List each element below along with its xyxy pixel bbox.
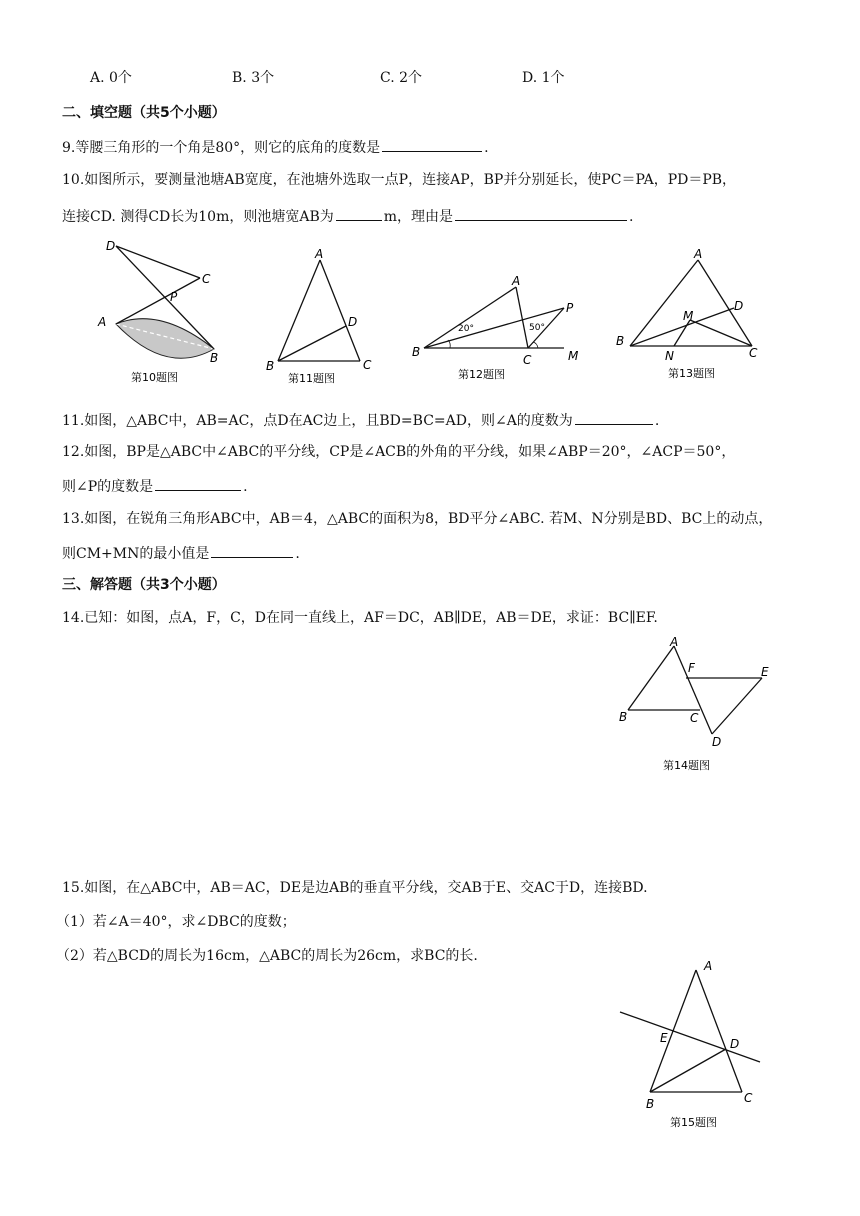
- fig13-label-n: N: [665, 349, 674, 363]
- option-a: A. 0个: [90, 70, 132, 86]
- figure-13: [610, 248, 770, 383]
- question-10-line2: [62, 204, 634, 227]
- q13-answer-blank[interactable]: [211, 541, 293, 558]
- q13-text: 则CM+MN的最小值是: [62, 546, 210, 562]
- fig15-label-c: C: [744, 1091, 753, 1105]
- fig12-label-b: B: [412, 345, 421, 359]
- option-d: D. 1个: [522, 70, 565, 86]
- fig11-label-a: A: [315, 247, 324, 261]
- question-15-part-1: （1）若∠A＝40°，求∠DBC的度数；: [56, 914, 296, 930]
- q12-answer-blank[interactable]: [155, 474, 241, 491]
- question-10-line1: 10.如图所示，要测量池塘AB宽度，在池塘外选取一点P，连接AP，BP并分别延长，使PC＝PA，PD＝PB，: [62, 172, 737, 188]
- fig10-label-c: C: [202, 272, 211, 286]
- q11-end: .: [654, 413, 660, 429]
- q10-text-a: 连接CD. 测得CD长为10m，则池塘宽AB为: [62, 209, 334, 225]
- q11-text: 11.如图，△ABC中，AB=AC，点D在AC边上，且BD=BC=AD，则∠A的度数为: [62, 413, 573, 429]
- question-12-line1: 12.如图，BP是△ABC中∠ABC的平分线，CP是∠ACB的外角的平分线，如果∠ABP＝20°，∠ACP＝50°，: [62, 444, 736, 460]
- q13-end: .: [295, 546, 300, 562]
- question-12-line2: [62, 474, 248, 497]
- fig14-label-c: C: [690, 711, 699, 725]
- figure-15: [610, 956, 770, 1136]
- fig14-caption: 第14题图: [663, 759, 710, 772]
- fig13-label-a: A: [694, 247, 703, 261]
- fig10-label-a: A: [98, 315, 107, 329]
- fig10-label-d: D: [106, 239, 116, 253]
- section-heading-fill-in: 二、填空题（共5个小题）: [62, 105, 226, 121]
- fig10-label-b: B: [210, 351, 219, 365]
- question-14: 14.已知：如图，点A，F，C，D在同一直线上，AF＝DC，AB∥DE，AB＝DE，求证：BC∥EF.: [62, 610, 658, 626]
- figure-14: [608, 632, 783, 777]
- fig13-label-m: M: [683, 309, 694, 323]
- fig14-label-f: F: [688, 661, 695, 675]
- q11-answer-blank[interactable]: [575, 408, 653, 425]
- q12-end: .: [243, 479, 248, 495]
- fig14-label-e: E: [761, 665, 769, 679]
- q10-answer-blank-width[interactable]: [336, 204, 382, 221]
- fig14-label-d: D: [712, 735, 722, 749]
- fig11-caption: 第11题图: [288, 372, 335, 385]
- fig15-caption: 第15题图: [670, 1116, 717, 1129]
- q9-end: .: [484, 140, 489, 156]
- fig12-angle-20: 20°: [458, 324, 474, 334]
- fig12-label-m: M: [568, 349, 579, 363]
- fig15-label-d: D: [730, 1037, 740, 1051]
- fig13-caption: 第13题图: [668, 367, 715, 380]
- q10-end: .: [629, 209, 634, 225]
- question-13-line2: [62, 541, 300, 564]
- question-9: [62, 135, 489, 158]
- question-15: 15.如图，在△ABC中，AB＝AC，DE是边AB的垂直平分线，交AB于E、交AC于D，连接BD.: [62, 880, 648, 896]
- fig13-label-b: B: [616, 334, 625, 348]
- q9-answer-blank[interactable]: [382, 135, 482, 152]
- fig12-label-a: A: [512, 274, 521, 288]
- fig12-angle-50: 50°: [529, 323, 545, 333]
- fig13-label-c: C: [749, 346, 758, 360]
- section-heading-answers: 三、解答题（共3个小题）: [62, 577, 226, 593]
- fig15-label-e: E: [660, 1031, 668, 1045]
- fig15-label-a: A: [704, 959, 713, 973]
- fig11-label-c: C: [363, 358, 372, 372]
- fig14-label-b: B: [619, 710, 628, 724]
- q9-text: 9.等腰三角形的一个角是80°，则它的底角的度数是: [62, 140, 381, 156]
- fig14-label-a: A: [670, 635, 679, 649]
- figure-10: [90, 236, 240, 386]
- fig13-label-d: D: [734, 299, 744, 313]
- fig11-label-d: D: [348, 315, 358, 329]
- figure-12: [406, 270, 596, 385]
- fig11-label-b: B: [266, 359, 275, 373]
- fig12-caption: 第12题图: [458, 368, 505, 381]
- fig12-label-p: P: [566, 301, 574, 315]
- fig10-caption: 第10题图: [131, 371, 178, 384]
- option-c: C. 2个: [380, 70, 423, 86]
- option-b: B. 3个: [232, 70, 275, 86]
- q10-answer-blank-reason[interactable]: [455, 204, 627, 221]
- fig12-label-c: C: [523, 353, 532, 367]
- figure-11: [262, 248, 382, 388]
- question-15-part-2: （2）若△BCD的周长为16cm，△ABC的周长为26cm，求BC的长.: [56, 948, 478, 964]
- fig15-label-b: B: [646, 1097, 655, 1111]
- q10-text-b: m，理由是: [383, 209, 454, 225]
- fig10-label-p: P: [170, 290, 178, 304]
- q12-text: 则∠P的度数是: [62, 479, 154, 495]
- question-11: [62, 408, 659, 431]
- question-13-line1: 13.如图，在锐角三角形ABC中，AB＝4，△ABC的面积为8，BD平分∠ABC. 若M、N分别是BD、BC上的动点，: [62, 511, 773, 527]
